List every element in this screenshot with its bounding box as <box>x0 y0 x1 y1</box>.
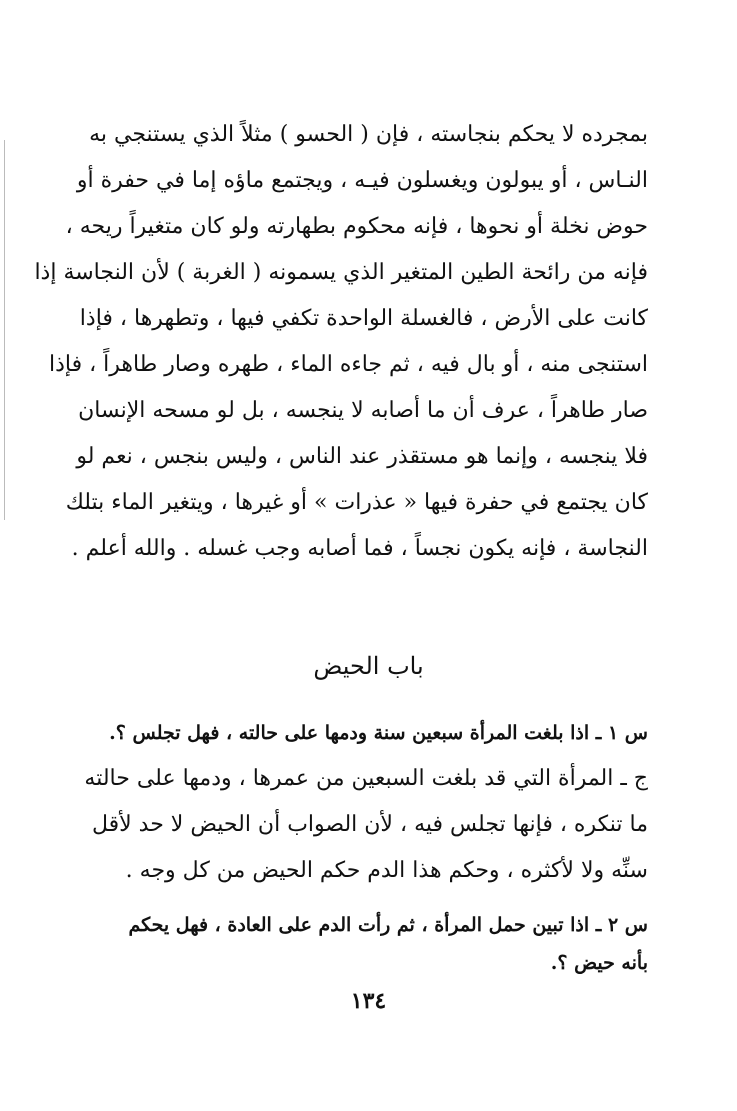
section-title: باب الحيض <box>313 652 424 680</box>
answer-1 <box>84 756 648 894</box>
body-paragraph <box>34 112 648 572</box>
question-line: بأنه حيض ؟. <box>550 952 648 974</box>
body-line: بمجرده لا يحكم بنجاسته ، فإن ( الحسو ) مثلاً الذي يستنجي به <box>89 122 648 147</box>
answer-line: ما تنكره ، فإنها تجلس فيه ، لأن الصواب أن الحيض لا حد لأقل <box>91 812 648 837</box>
body-line: النجاسة ، فإنه يكون نجساً ، فما أصابه وجب غسله . والله أعلم . <box>71 536 648 561</box>
question-2 <box>122 906 648 982</box>
answer-line: سنِّه ولا لأكثره ، وحكم هذا الدم حكم الحيض من كل وجه . <box>125 858 648 883</box>
body-line: فلا ينجسه ، وإنما هو مستقذر عند الناس ، وليس بنجس ، نعم لو <box>76 444 648 469</box>
question-line: س ١ ـ اذا بلغت المرأة سبعين سنة ودمها على حالته ، فهل تجلس ؟. <box>109 722 648 744</box>
scan-edge-mark <box>4 140 5 520</box>
question-1 <box>109 714 648 752</box>
page-number: ١٣٤ <box>350 988 387 1014</box>
question-line: س ٢ ـ اذا تبين حمل المرأة ، ثم رأت الدم على العادة ، فهل يحكم <box>128 914 648 936</box>
body-line: كانت على الأرض ، فالغسلة الواحدة تكفي فيها ، وتطهرها ، فإذا <box>79 306 648 331</box>
body-line: حوض نخلة أو نحوها ، فإنه محكوم بطهارته ولو كان متغيراً ريحه ، <box>65 214 648 239</box>
body-line: استنجى منه ، أو بال فيه ، ثم جاءه الماء ، طهره وصار طاهراً ، فإذا <box>48 352 648 377</box>
body-line: كان يجتمع في حفرة فيها « عذرات » أو غيرها ، ويتغير الماء بتلك <box>65 490 648 515</box>
body-line: النـاس ، أو يبولون ويغسلون فيـه ، ويجتمع ماؤه إما في حفرة أو <box>76 168 648 193</box>
body-line: صار طاهراً ، عرف أن ما أصابه لا ينجسه ، بل لو مسحه الإنسان <box>78 398 648 423</box>
body-line: فإنه من رائحة الطين المتغير الذي يسمونه ( الغربة ) لأن النجاسة إذا <box>34 260 648 285</box>
answer-line: ج ـ المرأة التي قد بلغت السبعين من عمرها ، ودمها على حالته <box>84 766 648 791</box>
